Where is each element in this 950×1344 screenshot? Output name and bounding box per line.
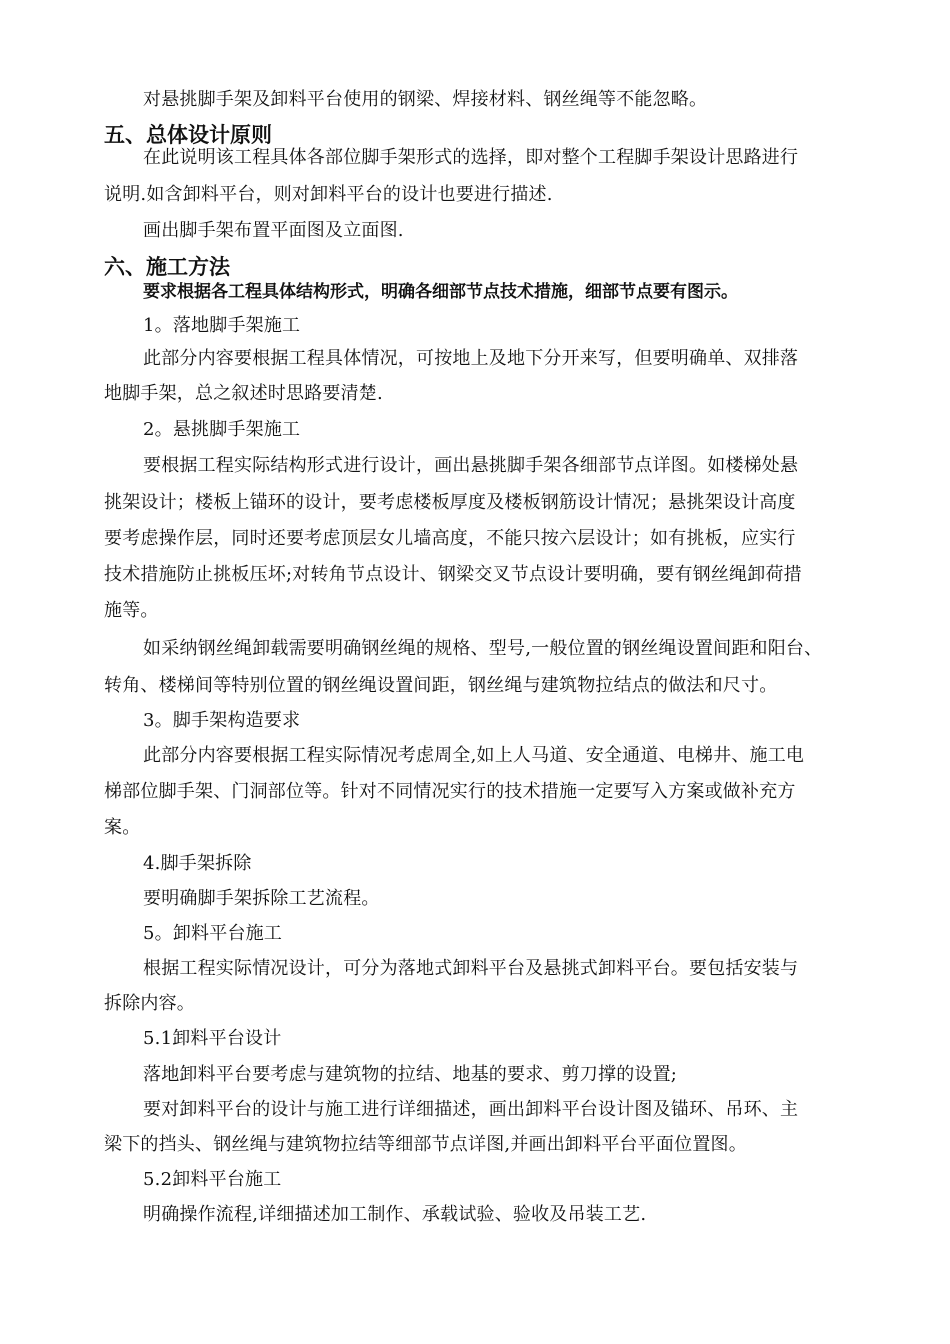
subheading-1: 1。落地脚手架施工 — [143, 315, 301, 336]
paragraph-line: 梁下的挡头、钢丝绳与建筑物拉结等细部节点详图,并画出卸料平台平面位置图。 — [104, 1134, 747, 1155]
subheading-5-2: 5.2卸料平台施工 — [143, 1169, 282, 1190]
paragraph-line: 在此说明该工程具体各部位脚手架形式的选择，即对整个工程脚手架设计思路进行 — [143, 147, 799, 168]
paragraph-line: 明确操作流程,详细描述加工制作、承载试验、验收及吊装工艺. — [143, 1204, 647, 1225]
paragraph-line: 要根据工程实际结构形式进行设计，画出悬挑脚手架各细部节点详图。如楼梯处悬 — [143, 455, 799, 476]
subheading-4: 4.脚手架拆除 — [143, 853, 252, 874]
paragraph-line: 画出脚手架布置平面图及立面图. — [143, 220, 404, 241]
paragraph-line: 转角、楼梯间等特别位置的钢丝绳设置间距，钢丝绳与建筑物拉结点的做法和尺寸。 — [104, 675, 778, 696]
paragraph-line: 拆除内容。 — [104, 993, 195, 1014]
paragraph-line: 对悬挑脚手架及卸料平台使用的钢梁、焊接材料、钢丝绳等不能忽略。 — [143, 89, 708, 110]
subheading-5: 5。卸料平台施工 — [143, 923, 283, 944]
paragraph-line: 地脚手架，总之叙述时思路要清楚. — [104, 383, 383, 404]
paragraph-line: 此部分内容要根据工程实际情况考虑周全,如上人马道、安全通道、电梯井、施工电 — [143, 745, 805, 766]
paragraph-line: 落地卸料平台要考虑与建筑物的拉结、地基的要求、剪刀撑的设置; — [143, 1064, 678, 1085]
paragraph-line: 如采纳钢丝绳卸载需要明确钢丝绳的规格、型号,一般位置的钢丝绳设置间距和阳台、 — [143, 638, 823, 659]
bold-requirement-line: 要求根据各工程具体结构形式，明确各细部节点技术措施，细部节点要有图示。 — [143, 282, 738, 302]
section-heading-5: 五、总体设计原则 — [104, 123, 272, 147]
subheading-5-1: 5.1卸料平台设计 — [143, 1028, 282, 1049]
paragraph-line: 要考虑操作层，同时还要考虑顶层女儿墙高度，不能只按六层设计；如有挑板，应实行 — [104, 528, 796, 549]
paragraph-line: 案。 — [104, 817, 141, 838]
subheading-3: 3。脚手架构造要求 — [143, 710, 301, 731]
paragraph-line: 挑架设计；楼板上锚环的设计，要考虑楼板厚度及楼板钢筋设计情况；悬挑架设计高度 — [104, 492, 796, 513]
paragraph-line: 此部分内容要根据工程具体情况，可按地上及地下分开来写，但要明确单、双排落 — [143, 348, 799, 369]
paragraph-line: 要明确脚手架拆除工艺流程。 — [143, 888, 380, 909]
paragraph-line: 技术措施防止挑板压坏;对转角节点设计、钢梁交叉节点设计要明确，要有钢丝绳卸荷措 — [104, 564, 802, 585]
paragraph-line: 施等。 — [104, 600, 159, 621]
section-heading-6: 六、施工方法 — [104, 255, 230, 279]
paragraph-line: 说明.如含卸料平台，则对卸料平台的设计也要进行描述. — [104, 184, 553, 205]
paragraph-line: 要对卸料平台的设计与施工进行详细描述，画出卸料平台设计图及锚环、吊环、主 — [143, 1099, 799, 1120]
subheading-2: 2。悬挑脚手架施工 — [143, 419, 301, 440]
paragraph-line: 根据工程实际情况设计，可分为落地式卸料平台及悬挑式卸料平台。要包括安装与 — [143, 958, 799, 979]
paragraph-line: 梯部位脚手架、门洞部位等。针对不同情况实行的技术措施一定要写入方案或做补充方 — [104, 781, 796, 802]
